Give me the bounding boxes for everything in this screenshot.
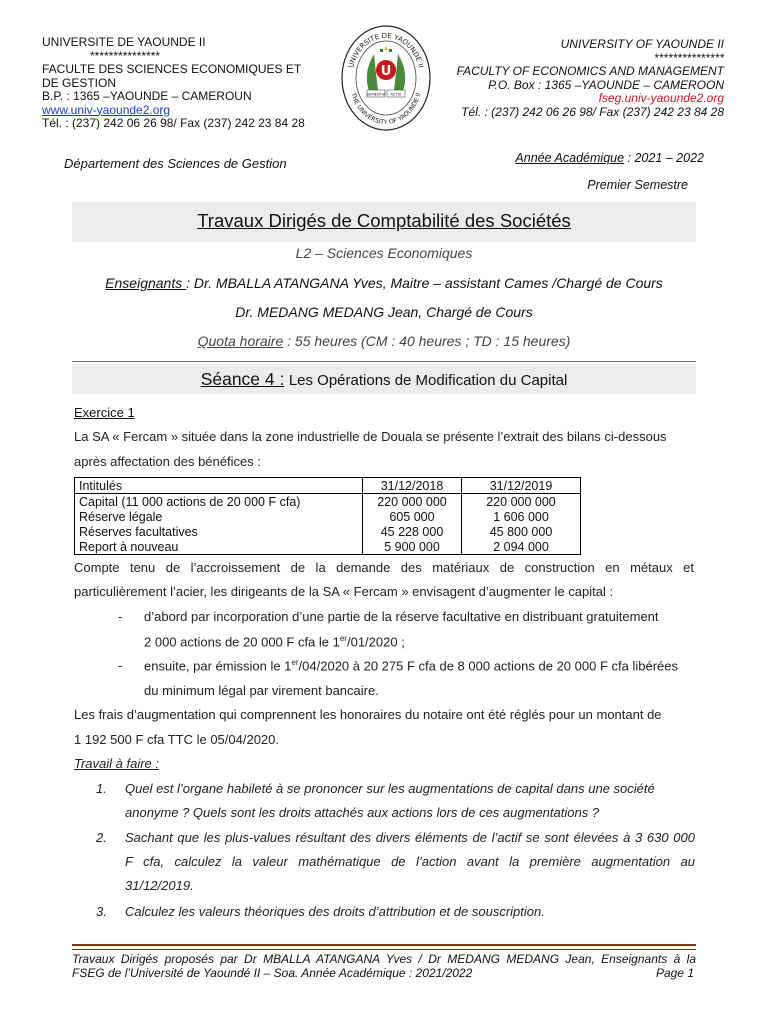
session-banner: [72, 364, 696, 394]
exercise-title: Exercice 1: [74, 405, 135, 420]
question2-line1: Sachant que les plus-values résultant des divers éléments de l’actif se sont élevées à 3 630 000: [125, 830, 695, 845]
table-row: [75, 524, 581, 539]
table-row: [75, 494, 581, 510]
question-number: 1.: [96, 781, 107, 796]
university-logo: [340, 24, 432, 132]
semester: Premier Semestre: [587, 178, 688, 192]
level: L2 – Sciences Economiques: [295, 245, 473, 261]
table-cell: Réserve légale: [75, 509, 363, 524]
table-cell: 2 094 000: [462, 539, 581, 555]
session-label: Séance 4 :: [200, 369, 285, 389]
page-number: Page 1: [655, 966, 694, 980]
work-label: Travail à faire :: [74, 756, 160, 771]
postal-box-fr: B.P. : 1365 –YAOUNDE – CAMEROUN: [42, 89, 252, 103]
table-cell: 605 000: [363, 509, 462, 524]
bullet1-line1: d’abord par incorporation d’une partie de la réserve facultative en distribuant gratuitement: [144, 609, 659, 624]
paragraph-line2: particulièrement l’acier, les dirigeants de la SA « Fercam » envisagent d’augmenter le capital :: [74, 584, 614, 599]
logo-text-top: UNIVERSITE DE YAOUNDE II: [347, 31, 425, 69]
table-cell: 5 900 000: [363, 539, 462, 555]
fees-line1: Les frais d’augmentation qui comprennent les honoraires du notaire ont été réglés pour un montant de: [74, 707, 662, 722]
table-header: 31/12/2019: [462, 478, 581, 494]
website-link-left[interactable]: www.univ-yaounde2.org: [42, 102, 171, 117]
table-cell: 220 000 000: [462, 494, 581, 510]
intro-line1: La SA « Fercam » située dans la zone industrielle de Douala se présente l’extrait des bilans ci-dessous: [74, 429, 667, 444]
table-cell: Report à nouveau: [75, 539, 363, 555]
header-left-stars: ***************: [90, 48, 161, 63]
intro-line2: après affectation des bénéfices :: [74, 454, 261, 469]
question2-line3: 31/12/2019.: [125, 878, 194, 893]
faculty-fr-line1: FACULTE DES SCIENCES ECONOMIQUES ET: [42, 62, 302, 76]
hour-quota: Quota horaire : 55 heures (CM : 40 heures ; TD : 15 heures): [197, 333, 571, 349]
teachers-line1: Enseignants : Dr. MBALLA ATANGANA Yves, Maitre – assistant Cames /Chargé de Cours: [105, 275, 663, 291]
footer: [72, 952, 696, 980]
paragraph-line1: Compte tenu de l’accroissement de la demande des matériaux de construction en métaux et: [74, 560, 694, 575]
header-right-stars: ***************: [653, 50, 724, 65]
question1-line1: Quel est l’organe habileté à se prononcer sur les augmentations de capital dans une société: [125, 781, 655, 796]
teachers-line2: Dr. MEDANG MEDANG Jean, Chargé de Cours: [235, 304, 533, 320]
bullet1-line2: 2 000 actions de 20 000 F cfa le 1er/01/2020 ;: [144, 634, 405, 650]
postal-box-en: P.O. Box : 1365 –YAOUNDE – CAMEROON: [488, 77, 724, 92]
footer-rule: [72, 944, 696, 950]
table-header: Intitulés: [75, 478, 363, 494]
website-link-right[interactable]: fseg.univ-yaounde2.org: [598, 91, 724, 105]
logo-scroll-left: SAPIENTIA: [366, 92, 386, 97]
table-row: [75, 509, 581, 524]
table-row: [75, 539, 581, 555]
faculty-fr-line2: DE GESTION: [42, 75, 117, 90]
question2-line2: F cfa, calculez la valeur mathématique de l’action avant la première augmentation au: [125, 854, 695, 869]
session-title: Les Opérations de Modification du Capital: [288, 372, 568, 389]
question-number: 2.: [96, 830, 107, 845]
question3-line1: Calculez les valeurs théoriques des droits d’attribution et de souscription.: [125, 904, 545, 919]
separator: [72, 361, 696, 362]
department: Département des Sciences de Gestion: [64, 156, 287, 171]
table-header-row: [75, 478, 581, 494]
logo-text-bottom: THE UNIVERSITY OF YAOUNDE II: [349, 92, 423, 127]
table-header: 31/12/2018: [363, 478, 462, 494]
table-cell: Réserves facultatives: [75, 524, 363, 539]
question-number: 3.: [96, 904, 107, 919]
bullet2-line2: du minimum légal par virement bancaire.: [144, 683, 379, 698]
balance-table: [74, 477, 581, 555]
question1-line2: anonyme ? Quels sont les droits attachés aux actions lors de ces augmentations ?: [125, 805, 600, 820]
title-banner: [72, 202, 696, 242]
table-cell: 1 606 000: [462, 509, 581, 524]
table-cell: 45 228 000: [363, 524, 462, 539]
footer-line1: Travaux Dirigés proposés par Dr MBALLA ATANGANA Yves / Dr MEDANG MEDANG Jean, Enseignants à la: [72, 952, 696, 966]
document-title: Travaux Dirigés de Comptabilité des Sociétés: [197, 210, 571, 231]
fees-line2: 1 192 500 F cfa TTC le 05/04/2020.: [74, 732, 280, 747]
header-left: [42, 36, 322, 131]
logo-scroll-right: ACTIO: [390, 92, 402, 97]
academic-year: Année Académique : 2021 – 2022: [515, 151, 704, 165]
footer-line2-row: [72, 966, 696, 980]
table-cell: Capital (11 000 actions de 20 000 F cfa): [75, 494, 363, 510]
university-fr: UNIVERSITE DE YAOUNDE II: [42, 35, 206, 49]
header-right: [424, 38, 724, 119]
phone-fr: Tél. : (237) 242 06 26 98/ Fax (237) 242 23 84 28: [42, 116, 305, 130]
logo-letter: U: [380, 64, 392, 79]
faculty-en: FACULTY OF ECONOMICS AND MANAGEMENT: [456, 64, 724, 78]
bullet2-line1: ensuite, par émission le 1er/04/2020 à 20 275 F cfa de 8 000 actions de 20 000 F cfa libérées: [144, 658, 678, 674]
bullet-dash: -: [118, 658, 123, 673]
footer-line2: FSEG de l’Université de Yaoundé II – Soa. Année Académique : 2021/2022: [72, 966, 473, 980]
table-cell: 220 000 000: [363, 494, 462, 510]
university-en: UNIVERSITY OF YAOUNDE II: [560, 37, 724, 51]
table-cell: 45 800 000: [462, 524, 581, 539]
phone-en: Tél. : (237) 242 06 26 98/ Fax (237) 242 23 84 28: [461, 104, 724, 119]
bullet-dash: -: [118, 609, 123, 624]
